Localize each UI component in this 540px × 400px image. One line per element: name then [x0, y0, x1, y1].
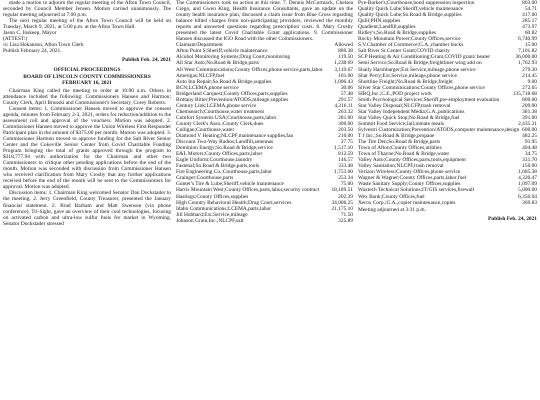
claimant-text: Xerox Corp.;G.A.,copier maintenance,copies	[358, 199, 456, 206]
allowed-amount: 1,517.10	[334, 145, 353, 152]
allowed-amount: 209.00	[522, 102, 537, 109]
claimant-text: Semi Service;So.Road & Bridge,freightliner wing add on	[358, 60, 482, 67]
claimant-text: Amerigas;NLCFP,fuel	[176, 72, 225, 79]
allowed-amount: 800.00	[522, 96, 537, 103]
publish-date-line-right: Publish Feb. 24, 2021	[488, 215, 537, 222]
claimant-text: Star Valley Quick Stop;No.Road & Bridge,fuel	[358, 114, 460, 121]
claimant-text: Valley Sanitation;NLCPF,trash removal	[358, 163, 444, 170]
allowed-amount: 279.30	[522, 66, 537, 73]
allowed-amount: 4,326.47	[518, 175, 537, 182]
allowed-amount: 34,006.25	[331, 199, 353, 206]
claimant-text: Wex Bank;County Offices,fuel	[358, 193, 425, 200]
notice-line: (ATTEST:)	[3, 36, 28, 43]
claimant-text: Fastenal;So.Road & Bridge,parts,tools	[176, 163, 260, 170]
allowed-amount: 812.59	[338, 151, 353, 158]
allowed-amount: 417.00	[522, 12, 537, 19]
claimant-text: Johnson Grain,Inc.;NLCPF,salt	[176, 217, 244, 224]
allowed-amount: 281.00	[338, 114, 353, 121]
claims-list-continued	[358, 0, 537, 206]
allowed-amount: 1,762.93	[518, 60, 537, 67]
claimant-text: Quadient;Landfill,supplies	[358, 24, 416, 31]
notice-line: /s/ Lisa Hokanson, Afton Town Clerk	[3, 42, 84, 49]
allowed-amount: 71.50	[340, 211, 353, 218]
claimant-text: Pye-Barker's;Courthouse,hood suppression inspection	[358, 0, 475, 6]
allowed-amount: 27.75	[340, 139, 353, 146]
notice-line: made a motion to adjourn the regular meeting of the Afton Town Council, seconded by Council Member Jensen. Motion carried unanimously. The regular meeting adjourned at 7:00 p.m.	[3, 0, 171, 19]
claim-row	[176, 218, 353, 224]
proceedings-paragraph: Consent items: 1. Commissioner Hansen moved to approve the consent agenda, minutes from February 2-3, 2021, orders for reduction/addition to the assessment roll and approval of the vouchers. Motion was adopted. 2. Commissioner Hansen moved to approve the Union Wireless First Responder Participant plan in the amount of $375.00 per month. Motion was adopted. 3. Commissioner Harmon moved to approve funding for the Salt River Senior Center and the Cokeville Senior Center from Covid Charitable Funding Program bringing the total of grants approved through the program to $318,777.94 with authorization for the Chairman and other two Commissioners to critique other pending applications before the end of the month. Motion was seconded with discussion from Commissioner Hansen who received clarification from Mary Crosby that any further applications received before the end of the month will be sent to the Commissioners for approval. Motion was adopted.	[3, 105, 171, 191]
allowed-amount: 203.50	[338, 126, 353, 133]
board-heading: BOARD OF LINCOLN COUNTY COMMISSIONERS	[23, 73, 151, 80]
claimant-text: Silver Star Communications;County Offices,phone service	[358, 84, 485, 91]
allowed-amount: 93.95	[524, 139, 537, 146]
claimant-text: Sylvestri Customization;Prevention/ATODS,computer maintenance,design	[358, 126, 520, 133]
claimant-text: The Tire Den;So.Road & Bridge,parts	[358, 139, 441, 146]
allowed-amount: 880.38	[338, 48, 353, 55]
allowed-amount: 404.48	[522, 145, 537, 152]
claimant-text: Shortline Freight;No.Road & Bridge,freight	[358, 78, 453, 85]
column-left	[3, 0, 171, 400]
allowed-amount: 253.34	[338, 175, 353, 182]
notice-line: Publish February 24, 2021.	[3, 48, 62, 55]
claimant-text: Fire Engineering Co.;Courthouse,parts,labor	[176, 169, 272, 176]
claimant-text: Bridgerland Carquest;County Offices,parts,supplies	[176, 90, 288, 97]
allowed-amount: 1,006.43	[334, 78, 353, 85]
allowed-amount: 150.00	[522, 163, 537, 170]
allowed-amount: 1,238.69	[334, 60, 353, 67]
claimant-text: SIRQ,Inc.;C.E.,POD project work	[358, 90, 432, 97]
publish-date-line: Publish Feb. 24, 2021	[122, 57, 171, 64]
allowed-amount: 600.00	[522, 126, 537, 133]
claimant-text: Gunter's Tire & Lube;Sheriff,vehicle maintenance	[176, 181, 284, 188]
allowed-amount: 1,097.09	[518, 181, 537, 188]
claimant-text: Grainger;Courthouse,parts	[176, 175, 234, 182]
claimant-text: Afton Point S;Sheriff,vehicle maintenance	[176, 48, 268, 55]
claimant-text: Waste Sanitary Supply;County Offices,supplies	[358, 181, 461, 188]
claimant-text: High Country Behavioral Health;Drug Court,services	[176, 199, 292, 206]
claimant-text: Shar Perry;Ext.Service,mileage,phone service	[358, 72, 457, 79]
allowed-amount: 202.39	[338, 193, 353, 200]
claimant-header: Claimant/Department	[176, 42, 223, 49]
claimant-text: SCP Heating & Air Conditioning;Grant,COVID grant/ heater	[358, 54, 491, 61]
allowed-amount: 285.17	[522, 18, 537, 25]
allowed-amount: 3,119.67	[334, 66, 353, 73]
allowed-amount: 60.82	[524, 30, 537, 37]
allowed-amount: 331.70	[522, 157, 537, 164]
afton-council-notice	[3, 0, 171, 54]
allowed-amount: 263.32	[338, 108, 353, 115]
proceedings-heading: OFFICIAL PROCEEDINGS	[53, 67, 121, 74]
claimant-text: Ridley's;So.Road & Bridge,supplies	[358, 30, 436, 37]
allowed-amount: 15.00	[524, 42, 537, 49]
allowed-amount: 5,000.00	[518, 187, 537, 194]
claimant-text: All West Communications;County Offices,phone service,parts,labor	[176, 66, 323, 73]
claimant-text: Hastings;County Offices,supplies	[176, 193, 249, 200]
claimant-text: Alcohol Monitoring Systems;Drug Court,monitoring	[176, 54, 291, 61]
allowed-amount: 6,356.04	[518, 193, 537, 200]
column-right	[358, 0, 537, 400]
allowed-amount: 9.00	[527, 78, 537, 85]
allowed-amount: 381.38	[522, 108, 537, 115]
allowed-amount: 119.50	[338, 54, 353, 61]
claimant-text: Wagner & Wagner;County Offices,parts,labor,fuel	[358, 175, 467, 182]
allowed-header: Allowed	[334, 42, 353, 49]
allowed-amount: 6,740.99	[518, 36, 537, 43]
claimant-text: Star Valley Independent Media;G.A.,publications	[358, 108, 465, 115]
proceedings-paragraph: Chairman King called the meeting to order at 10:00 a.m. Others in attendance included the following: Commissioners Hansen and Harmon; County Clerk, April Brunski and Commissioner's Secretary, Corey Roberts.	[3, 87, 171, 106]
claimant-text: Idaho Communications;LCEMA,parts,labor	[176, 205, 272, 212]
claimant-text: Waxtech Technical Solutions;IT/GIS services,firewall	[358, 187, 475, 194]
claimant-text: T J Inc.;So.Road & Bridge,propane	[358, 133, 435, 140]
notice-line: The next regular meeting of the Afton Town Council will be held on Tuesday, March 9, 2021, at 5:00 p.m. at the Afton Town Hall.	[3, 18, 171, 31]
adjourned-line: Meeting adjourned at 3:31 p.m.	[358, 206, 426, 213]
allowed-amount: 473.97	[522, 24, 537, 31]
claimant-text: Brittany Ritter;Prevention/ATODS,mileage,supplies	[176, 96, 289, 103]
claimant-text: Chemsearch;Courthouse,water treatment	[176, 108, 265, 115]
allowed-amount: 1,685.38	[518, 169, 537, 176]
claimant-text: Discount Two-Way Radios;Landfill,antennas	[176, 139, 274, 146]
claimant-text: Culligan;Courthouse,water	[176, 126, 235, 133]
claimant-text: Eagle Uniform;Courthouse,laundry	[176, 157, 253, 164]
proceedings-body	[3, 88, 171, 227]
claim-row	[358, 200, 537, 206]
claimant-text: Comfort Systems USA;Courthouse,parts,labor	[176, 114, 277, 121]
allowed-amount: 135,718.68	[512, 90, 537, 97]
allowed-amount: 391.00	[522, 114, 537, 121]
claimant-text: Salt River Sr.Center Grant;COVID charity	[358, 48, 450, 55]
claimant-text: Town of Thayne;No.Road & Bridge,water	[358, 151, 450, 158]
claimant-text: Valley Auto;County Offices,parts,tools,equipment	[358, 157, 466, 164]
claimant-text: Auto Inn Repair;So.Road & Bridge,supplies	[176, 78, 272, 85]
proceedings-continued-text: The Commissioners took no action at this time. 7. Dennis McCormack, Chelsea Crego, and Gwen King, Health Insurance Consultants, gave an update on the county health insurance plan, discussed a claim issue from Blue Cross regarding balance billed charges from non-participating providers, reviewed the monthly reports and answered questions regarding prescription costs. 8. Mary Crosby presented the latest Covid Charitable Grant applications. 9. Commissioner Hansen discussed the IGO Road with the other Commissioners.	[176, 0, 353, 43]
claimant-text: Harris Mountain West;County Offices,parts,labor,security contract	[176, 187, 320, 194]
allowed-amount: 482.25	[522, 133, 537, 140]
allowed-amount: 146.57	[338, 157, 353, 164]
allowed-amount: 4,216.11	[334, 102, 353, 109]
claimant-text: Jill Hubbard;Ext.Service,mileage	[176, 211, 248, 218]
meeting-date-heading: FEBRUARY 16, 2021	[62, 79, 112, 86]
allowed-amount: 75.00	[340, 181, 353, 188]
claimant-text: Quality Quick Lube;Sheriff,vehicle maintenance	[358, 6, 463, 13]
allowed-amount: 369.83	[522, 199, 537, 206]
allowed-amount: 291.57	[338, 96, 353, 103]
claimant-text: E&L Motors;County Offices,parts,labor	[176, 151, 263, 158]
allowed-amount: 30.06	[340, 84, 353, 91]
allowed-amount: 1,753.00	[334, 169, 353, 176]
claimant-text: BCN;LCEMA,phone service	[176, 84, 239, 91]
claimant-text: Dominion Energy;So.Road & Bridge,service	[176, 145, 273, 152]
allowed-amount: 803.00	[522, 0, 537, 6]
allowed-amount: 7,101.82	[518, 48, 537, 55]
allowed-amount: 101.00	[338, 72, 353, 79]
claimant-text: All Star Auto;No.Road & Bridge,parts	[176, 60, 259, 67]
allowed-amount: 325.89	[338, 217, 353, 224]
allowed-amount: 214.45	[522, 72, 537, 79]
claimant-text: Smith Psychological Services;Sheriff,pre-employment evaluation	[358, 96, 500, 103]
claimant-text: Century Link;LCEMA,phone service	[176, 102, 257, 109]
claimant-text: Town of Afton;County Offices,utilities	[358, 145, 442, 152]
claimant-text: Summit Food Service;Jail,inmate meals	[358, 120, 444, 127]
notice-line: Jason C. Inskeep, Mayor	[3, 30, 57, 37]
allowed-amount: 272.65	[522, 84, 537, 91]
claimant-text: Star Valley Disposal;NLCFP,trash removal	[358, 102, 451, 109]
claimant-text: S.V.Chamber of Commerce;G.A.,chamber bucks	[358, 42, 464, 49]
allowed-amount: 34.75	[524, 151, 537, 158]
claimant-text: Quill;PHN,supplies	[358, 18, 401, 25]
allowed-amount: 333.48	[338, 163, 353, 170]
proceedings-paragraph: Discussion items: 1. Chairman King welcomed Senator Dan Dockstader to the meeting. 2. Jerry Greenfield, County Treasurer, presented the January financial statement. 2. Brad Barham and Matt Swenson (via phone conference), Tri-Sight, gave an overview of their cool technologies, focusing on activated carbon and ultra-low sulfur fuels for market in Wyoming. Senator Dockstader stressed	[3, 190, 171, 227]
allowed-amount: 300.00	[338, 120, 353, 127]
allowed-amount: 210.00	[338, 133, 353, 140]
claims-list	[176, 48, 353, 223]
claimant-text: County Clerk's Assn.;County Clerk,dues	[176, 120, 264, 127]
allowed-amount: 18,189.51	[331, 187, 353, 194]
claimant-text: Shaily Harshbarger;Ext.Service,mileage,phone service	[358, 66, 476, 73]
allowed-amount: 57.48	[340, 90, 353, 97]
allowed-amount: 54.71	[524, 6, 537, 13]
allowed-amount: 2,435.31	[518, 120, 537, 127]
claimant-text: Verizon Wireless;County Offices,phone service	[358, 169, 461, 176]
allowed-amount: 36,000.00	[515, 54, 537, 61]
claimant-text: Rocky Mountain Power;County Offices,service	[358, 36, 461, 43]
claimant-text: Quality Quick Lube;So.Road & Bridge,supplies	[358, 12, 462, 19]
column-middle	[176, 0, 353, 400]
claimant-text: Diamond V Heating;NLCPF,maintenance supplies,fan	[176, 133, 294, 140]
allowed-amount: 21,175.10	[331, 205, 353, 212]
